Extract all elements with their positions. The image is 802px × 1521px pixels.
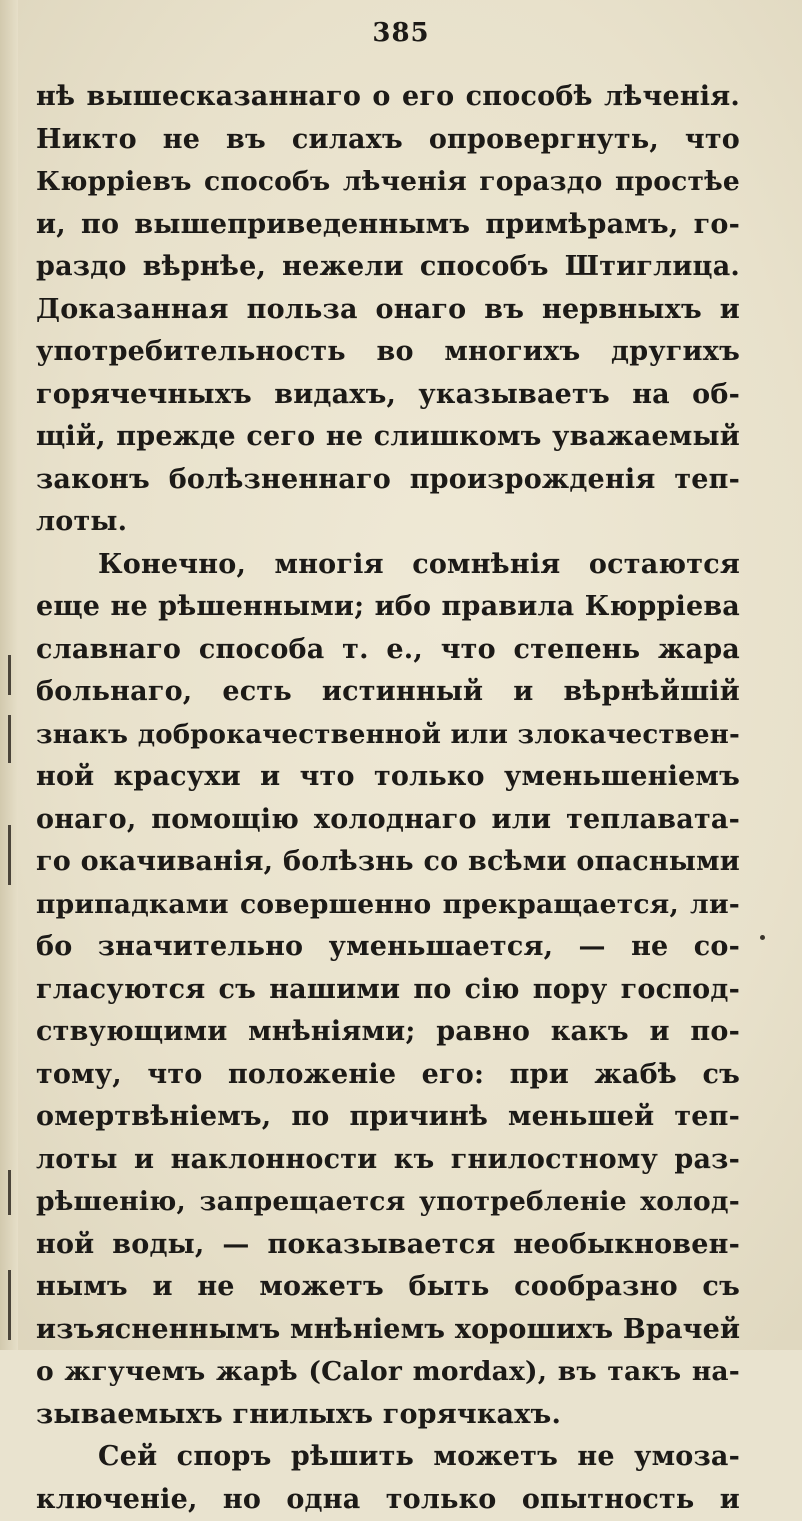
text-line: Сей споръ рѣшить можетъ не умоза- <box>36 1436 740 1479</box>
paragraph <box>36 76 740 544</box>
text-line: и, по вышеприведеннымъ примѣрамъ, го- <box>36 204 740 247</box>
margin-mark <box>8 715 11 763</box>
text-line: Доказанная польза онаго въ нервныхъ и <box>36 289 740 332</box>
text-line: еще не рѣшенными; ибо правила Кюрріева <box>36 586 740 629</box>
text-line: тому, что положеніе его: при жабѣ съ <box>36 1054 740 1097</box>
text-line: го окачиванія, болѣзнь со всѣми опасными <box>36 841 740 884</box>
text-line: употребительность во многихъ другихъ <box>36 331 740 374</box>
text-line: рѣшенію, запрещается употребленіе холод- <box>36 1181 740 1224</box>
text-line: онаго, помощію холоднаго или теплавата- <box>36 799 740 842</box>
text-line: изъясненнымъ мнѣніемъ хорошихъ Врачей <box>36 1309 740 1352</box>
text-line: знакъ доброкачественной или злокачествен- <box>36 714 740 757</box>
text-line: бо значительно уменьшается, — не со- <box>36 926 740 969</box>
body-text <box>36 76 740 1521</box>
text-line: нѣ вышесказаннаго о его способѣ лѣченія. <box>36 76 740 119</box>
ink-speck <box>760 935 765 940</box>
text-line: раздо вѣрнѣе, нежели способъ Штиглица. <box>36 246 740 289</box>
text-line: ной воды, — показывается необыкновен- <box>36 1224 740 1267</box>
text-line: о жгучемъ жарѣ (Calor mordax), въ такъ на- <box>36 1351 740 1394</box>
text-line: ключеніе, но одна только опытность и <box>36 1479 740 1521</box>
text-line: гласуются съ нашими по сію пору господ- <box>36 969 740 1012</box>
margin-mark <box>8 655 11 695</box>
text-line: лоты и наклонности къ гнилостному раз- <box>36 1139 740 1182</box>
text-line: омертвѣніемъ, по причинѣ меньшей теп- <box>36 1096 740 1139</box>
paragraph <box>36 1436 740 1521</box>
text-line: нымъ и не можетъ быть сообразно съ <box>36 1266 740 1309</box>
text-line: Никто не въ силахъ опровергнуть, что <box>36 119 740 162</box>
text-line: зываемыхъ гнилыхъ горячкахъ. <box>36 1394 740 1437</box>
paragraph <box>36 544 740 1437</box>
margin-mark <box>8 825 11 885</box>
text-line: припадками совершенно прекращается, ли- <box>36 884 740 927</box>
text-line: законъ болѣзненнаго произрожденія теп- <box>36 459 740 502</box>
page-number: 385 <box>0 18 802 48</box>
text-line: лоты. <box>36 501 740 544</box>
margin-mark <box>8 1170 11 1215</box>
text-line: больнаго, есть истинный и вѣрнѣйшій <box>36 671 740 714</box>
text-line: горячечныхъ видахъ, указываетъ на об- <box>36 374 740 417</box>
text-line: щій, прежде сего не слишкомъ уважаемый <box>36 416 740 459</box>
margin-mark <box>8 1270 11 1340</box>
text-line: славнаго способа т. е., что степень жара <box>36 629 740 672</box>
text-line: ствующими мнѣніями; равно какъ и по- <box>36 1011 740 1054</box>
text-line: Конечно, многія сомнѣнія остаются <box>36 544 740 587</box>
text-line: Кюрріевъ способъ лѣченія гораздо простѣе <box>36 161 740 204</box>
text-line: ной красухи и что только уменьшеніемъ <box>36 756 740 799</box>
